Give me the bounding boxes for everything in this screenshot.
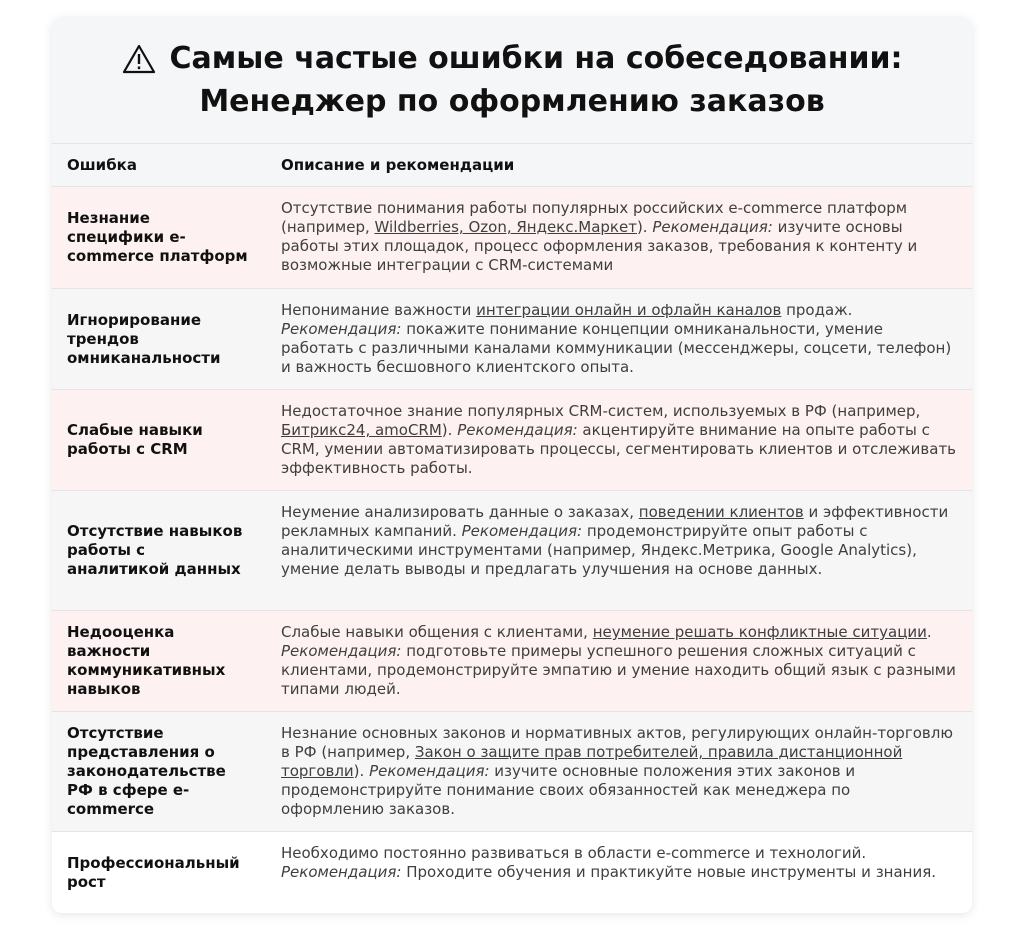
description-cell [266, 611, 972, 712]
table-row [52, 289, 972, 390]
error-cell: Отсутствие представления о законодательстве РФ в сфере e-commerce [52, 712, 266, 832]
recommendation-text: подготовьте примеры успешного решения сложных ситуаций с клиентами, продемонстрируйте эмпатию и умение находить общий язык с разными типами людей. [281, 642, 956, 698]
recommendation-text: изучите основы работы этих площадок, процесс оформления заказов, требования к контенту и возможные интеграции с CRM-системами [281, 218, 918, 274]
description-cell [266, 712, 972, 832]
table-row [52, 491, 972, 611]
table-header-row [52, 144, 972, 187]
table-row [52, 187, 972, 289]
error-cell: Недооценка важности коммуникативных навыков [52, 611, 266, 712]
table-row [52, 832, 972, 914]
recommendation-label: Рекомендация: [281, 320, 402, 338]
error-cell: Отсутствие навыков работы с аналитикой данных [52, 491, 266, 611]
table-row [52, 390, 972, 491]
description-text: Необходимо постоянно развиваться в области e-commerce и технологий. [281, 844, 867, 862]
error-cell: Профессиональный рост [52, 832, 266, 914]
page-header [52, 17, 972, 144]
description-text-cont: ). [441, 421, 458, 439]
description-link[interactable]: неумение решать конфликтные ситуации [592, 623, 927, 641]
recommendation-text: Проходите обучения и практикуйте новые инструменты и знания. [401, 863, 937, 881]
page-subtitle: Менеджер по оформлению заказов [199, 84, 825, 119]
column-header-error: Ошибка [52, 144, 266, 187]
recommendation-label: Рекомендация: [461, 522, 583, 540]
recommendation-label: Рекомендация: [369, 762, 490, 780]
recommendation-text: акцентируйте внимание на опыте работы с CRM, умении автоматизировать процессы, сегментировать клиентов и отслеживать эффективность работы. [281, 421, 957, 477]
description-link[interactable]: Закон о защите прав потребителей, правила дистанционной торговли [281, 743, 903, 780]
warning-triangle-icon [122, 44, 156, 74]
page-title [122, 37, 903, 80]
description-text: Незнание основных законов и нормативных актов, регулирующих онлайн-торговлю в РФ (например, [281, 724, 953, 761]
description-link[interactable]: Битрикс24, amoCRM [281, 421, 442, 439]
table-row [52, 611, 972, 712]
recommendation-text: изучите основные положения этих законов и продемонстрируйте понимание своих обязанностей как менеджера по оформлению заказов. [281, 762, 856, 818]
error-cell: Игнорирование трендов омниканальности [52, 289, 266, 390]
description-text: Недостаточное знание популярных CRM-систем, используемых в РФ (например, [281, 402, 921, 420]
description-cell [266, 832, 972, 914]
description-text: Отсутствие понимания работы популярных российских e-commerce платформ (например, [281, 199, 908, 236]
description-cell [266, 390, 972, 491]
description-cell [266, 187, 972, 289]
description-link[interactable]: поведении клиентов [638, 503, 804, 521]
description-text-cont: и эффективности рекламных кампаний. [281, 503, 949, 540]
description-text: Слабые навыки общения с клиентами, [281, 623, 593, 641]
description-cell [266, 491, 972, 611]
error-cell: Слабые навыки работы с CRM [52, 390, 266, 491]
mistakes-table [52, 144, 972, 913]
error-cell: Незнание специфики e-commerce платформ [52, 187, 266, 289]
description-text: Непонимание важности [281, 301, 477, 319]
description-text-cont: ). [636, 218, 653, 236]
description-cell [266, 289, 972, 390]
description-text-cont: . [926, 623, 932, 641]
description-text: Неумение анализировать данные о заказах, [281, 503, 639, 521]
description-text-cont: ). [353, 762, 370, 780]
mistakes-card [52, 17, 972, 913]
recommendation-text: покажите понимание концепции омниканальности, умение работать с различными каналами коммуникации (мессенджеры, соцсети, телефон) и важность бесшовного клиентского опыта. [281, 320, 952, 376]
recommendation-text: продемонстрируйте опыт работы с аналитическими инструментами (например, Яндекс.Метрика, Google Analytics), умение делать выводы и предлагать улучшения на основе данных. [281, 522, 917, 578]
recommendation-label: Рекомендация: [281, 863, 402, 881]
recommendation-label: Рекомендация: [457, 421, 578, 439]
page-title-line1: Самые частые ошибки на собеседовании: [169, 41, 903, 76]
description-link[interactable]: интеграции онлайн и офлайн каналов [476, 301, 782, 319]
description-text-cont: продаж. [781, 301, 853, 319]
recommendation-label: Рекомендация: [281, 642, 402, 660]
table-row [52, 712, 972, 832]
description-link[interactable]: Wildberries, Ozon, Яндекс.Маркет [374, 218, 637, 236]
recommendation-label: Рекомендация: [652, 218, 773, 236]
column-header-description: Описание и рекомендации [266, 144, 972, 187]
